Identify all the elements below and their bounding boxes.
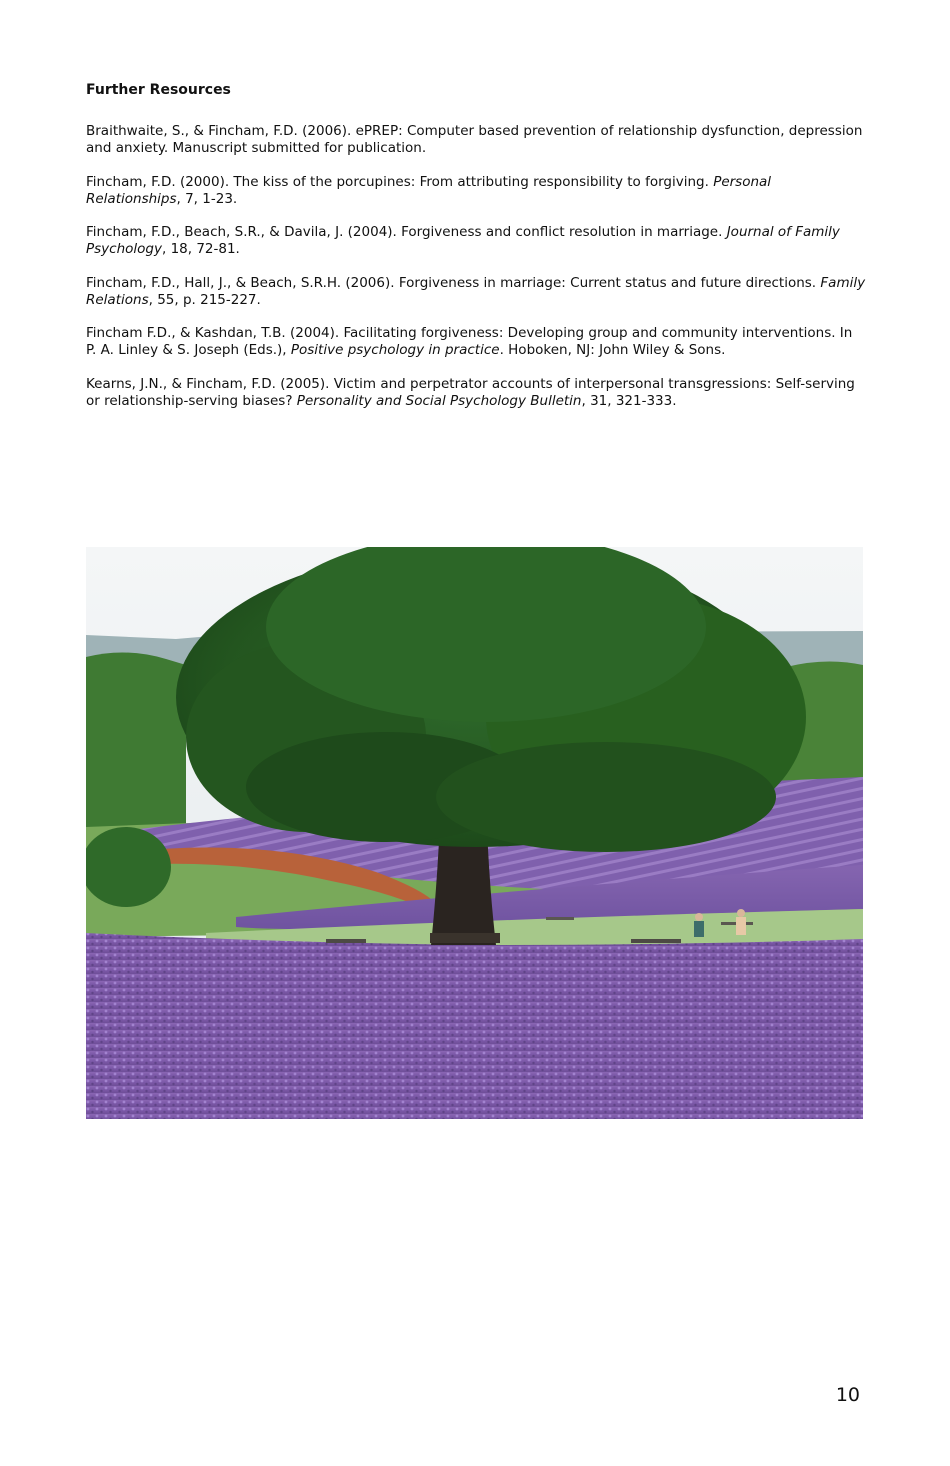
- reference-text: Fincham F.D., & Kashdan, T.B. (2004). Facilitating forgiveness: Developing group and community interventions. In P. A. Linley & S. Joseph (Eds.),: [86, 325, 853, 358]
- reference-item: [86, 123, 866, 157]
- reference-tail: , 31, 321-333.: [581, 392, 677, 409]
- reference-item: [86, 376, 866, 410]
- reference-journal: Family Relations: [86, 274, 866, 308]
- reference-tail: , 7, 1-23.: [176, 190, 238, 207]
- page-number: 10: [835, 1384, 860, 1406]
- reference-tail: . Hoboken, NJ: John Wiley & Sons.: [499, 342, 726, 358]
- reference-item: [86, 325, 866, 359]
- lavender-field-photo: [86, 547, 863, 1119]
- reference-text: Braithwaite, S., & Fincham, F.D. (2006). ePREP: Computer based prevention of relationship dysfunction, depression and anxiety. Manuscript submitted for publication.: [86, 123, 863, 156]
- reference-text: Kearns, J.N., & Fincham, F.D. (2005). Victim and perpetrator accounts of interpersonal transgressions: Self-serving or relationship-serving biases?: [86, 375, 855, 409]
- section-heading: Further Resources: [86, 82, 231, 98]
- reference-text: Fincham, F.D., Beach, S.R., & Davila, J. (2004). Forgiveness and conflict resolution in marriage.: [86, 224, 727, 240]
- reference-item: [86, 174, 866, 208]
- reference-tail: , 55, p. 215-227.: [148, 291, 261, 308]
- reference-text: Fincham, F.D. (2000). The kiss of the porcupines: From attributing responsibility to forgiving.: [86, 173, 714, 190]
- reference-tail: , 18, 72-81.: [161, 241, 240, 257]
- reference-journal: Personality and Social Psychology Bulletin: [296, 392, 582, 409]
- reference-list: [86, 123, 866, 426]
- reference-journal: Personal Relationships: [86, 173, 772, 207]
- reference-text: Fincham, F.D., Hall, J., & Beach, S.R.H. (2006). Forgiveness in marriage: Current status and future directions.: [86, 274, 821, 291]
- reference-journal: Positive psychology in practice: [290, 342, 500, 358]
- reference-item: [86, 224, 866, 258]
- reference-item: [86, 275, 866, 309]
- reference-journal: Journal of Family Psychology: [86, 224, 840, 257]
